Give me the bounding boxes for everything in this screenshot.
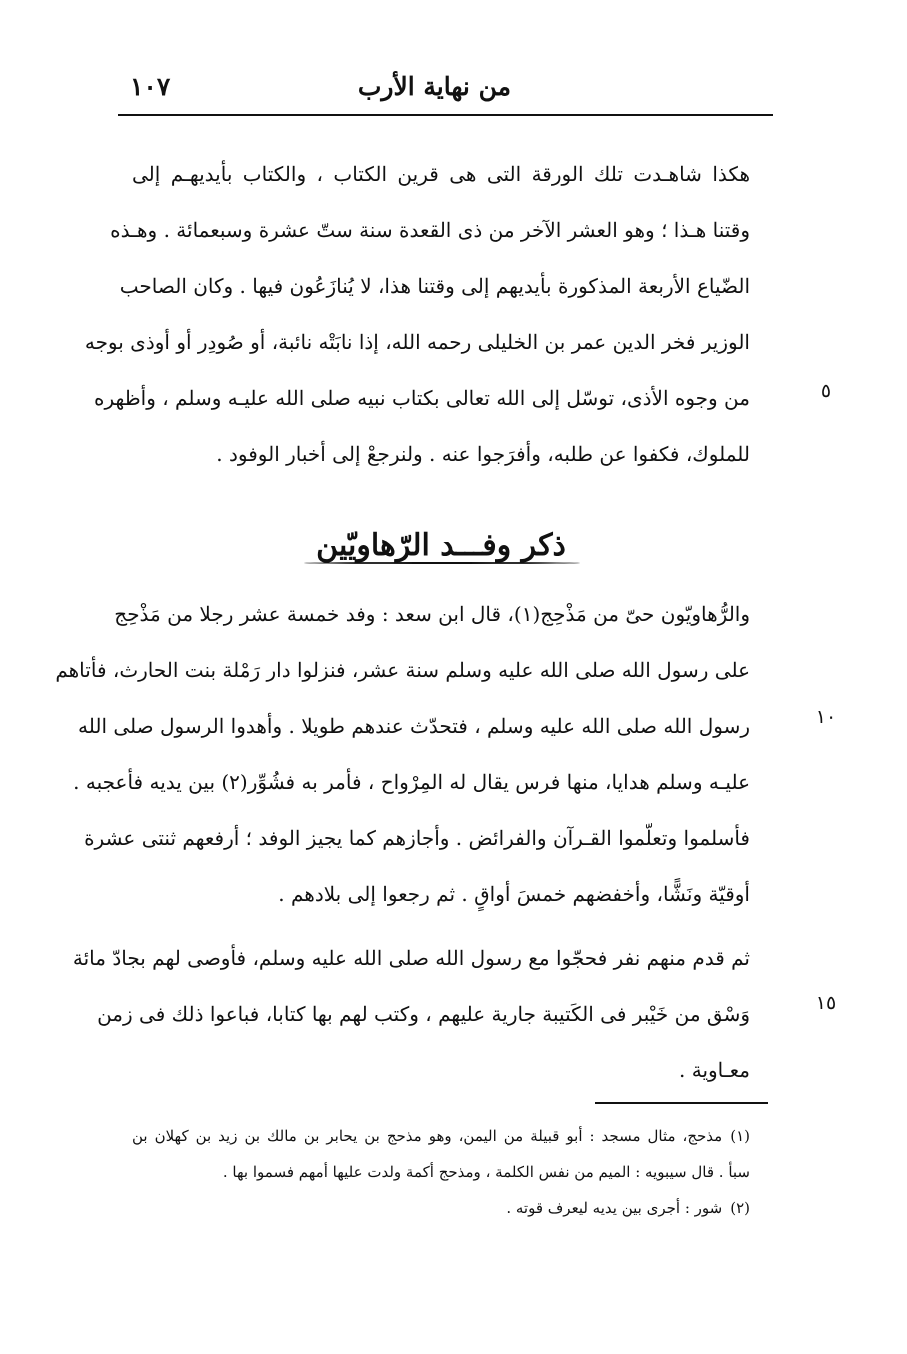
text-line: هكذا شاهـدت تلك الورقة التى هى قرين الكتاب ، والكتاب بأيديهـم إلى	[132, 162, 750, 186]
text-line: معـاوية .	[679, 1058, 750, 1082]
section-heading: ذكر وفـــد الرّهاويّين	[316, 528, 566, 563]
footnote-marker: (٢)	[730, 1199, 750, 1217]
footnote-text: شور : أجرى بين يديه ليعرف قوته .	[506, 1199, 723, 1217]
text-line: فأسلموا وتعلّموا القـرآن والفرائض . وأجازهم كما يجيز الوفد ؛ أرفعهم ثنتى عشرة	[84, 826, 750, 850]
text-line: والرُّهاويّون حىّ من مَذْحِج(١)، قال ابن سعد : وفد خمسة عشر رجلا من مَذْحِج	[114, 602, 750, 626]
text-line: للملوك، فكفوا عن طلبه، وأفرَجوا عنه . ولنرجعْ إلى أخبار الوفود .	[216, 442, 750, 466]
running-title: من نهاية الأرب	[357, 72, 511, 101]
paragraph-2	[55, 586, 750, 922]
line-number: ٥	[820, 380, 832, 402]
footnote-marker: (١)	[730, 1127, 750, 1145]
footnotes	[132, 1118, 750, 1226]
text-line: من وجوه الأذى، توسّل إلى الله تعالى بكتاب نبيه صلى الله عليـه وسلم ، وأظهره	[94, 386, 750, 410]
page-header	[118, 72, 773, 112]
footnote-line	[132, 1154, 750, 1190]
line-number: ١٠	[815, 706, 837, 728]
footnote-text: سبأ . قال سيبويه : الميم من نفس الكلمة ، ومذحج أكمة ولدت عليها أمهم فسموا بها .	[222, 1163, 750, 1181]
footnote-line	[132, 1118, 750, 1154]
footnote-line	[132, 1190, 750, 1226]
paragraph-1	[84, 146, 750, 482]
page-number: ١٠٧	[130, 72, 171, 101]
text-line: وَسْق من خَيْبر فى الكَتيبة جارية عليهم ، وكتب لهم بها كتابا، فباعوا ذلك فى زمن	[97, 1002, 750, 1026]
text-line: ثم قدم منهم نفر فحجّوا مع رسول الله صلى الله عليه وسلم، فأوصى لهم بجادّ مائة	[72, 946, 750, 970]
text-line: عليـه وسلم هدايا، منها فرس يقال له المِرْواح ، فأمر به فشُوِّر(٢) بين يديه فأعجبه .	[73, 770, 750, 794]
footnote-rule	[595, 1102, 768, 1104]
header-rule	[118, 114, 773, 116]
line-number: ١٥	[815, 992, 837, 1014]
heading-underline	[304, 562, 580, 564]
paragraph-3	[72, 930, 750, 1098]
text-line: على رسول الله صلى الله عليه وسلم سنة عشر، فنزلوا دار رَمْلة بنت الحارث، فأتاهم	[55, 658, 750, 682]
text-line: وقتنا هـذا ؛ وهو العشر الآخر من ذى القعدة سنة ستّ عشرة وسبعمائة . وهـذه	[110, 218, 750, 242]
text-line: الوزير فخر الدين عمر بن الخليلى رحمه الله، إذا نابَتْه نائبة، أو صُودِر أو أوذى بوجه	[84, 330, 750, 354]
text-line: أوقيّة ونَشًّا، وأخفضهم خمسَ أواقٍ . ثم رجعوا إلى بلادهم .	[278, 882, 750, 906]
text-line: رسول الله صلى الله عليه وسلم ، فتحدّث عندهم طويلا . وأهدوا الرسول صلى الله	[78, 714, 750, 738]
footnote-text: مذحج، مثال مسجد : أبو قبيلة من اليمن، وهو مذحج بن يحابر بن مالك بن زيد بن كهلان بن	[132, 1127, 723, 1145]
text-line: الضّياع الأربعة المذكورة بأيديهم إلى وقتنا هذا، لا يُنازَعُون فيها . وكان الصاحب	[119, 274, 750, 298]
